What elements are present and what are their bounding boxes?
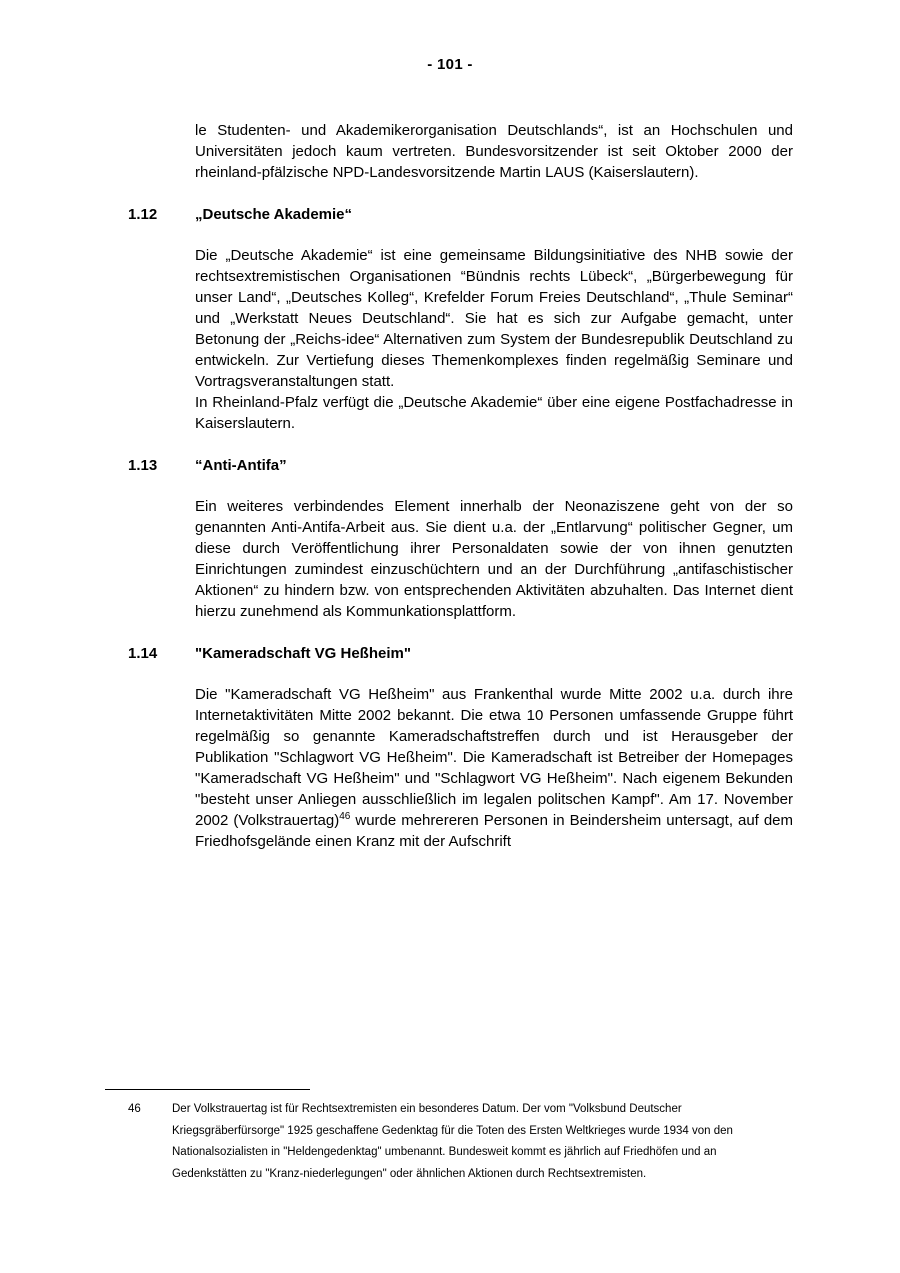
footnote-area (105, 1089, 793, 1185)
paragraph: Die "Kameradschaft VG Heßheim" aus Frankenthal wurde Mitte 2002 u.a. durch ihre Internetaktivitäten Mitte 2002 bekannt. Die etwa 10 Personen umfassende Gruppe führt regelmäßig so genannte Kameradschaftstreffen durch und ist Herausgeber der Publikation "Schlagwort VG Heßheim". Die Kameradschaft ist Betreiber der Homepages "Kameradschaft VG Heßheim" und "Schlagwort VG Heßheim". Nach eigenem Bekunden "besteht unser Anliegen ausschließlich im legalen politschen Kampf". Am 17. November 2002 (Volkstrauertag)$^{46}$ wurde mehrereren Personen in Beindersheim untersagt, auf dem Friedhofsgelände einen Kranz mit der Aufschrift (195, 686, 793, 850)
section-number: 1.13 (128, 457, 158, 474)
section-title: "Kameradschaft VG Heßheim" (195, 645, 411, 662)
section-heading (128, 455, 793, 476)
sections (128, 204, 793, 852)
section-heading (128, 643, 793, 664)
footnote-text: Der Volkstrauertag ist für Rechtsextremisten ein besonderes Datum. Der vom "Volksbund Deutscher Kriegsgräberfürsorge" 1925 geschaffene Gedenktag für die Toten des Ersten Weltkrieges wurde 1934 von den Nationalsozialisten in "Heldengedenktag" umbenannt. Bundesweit kommt es jährlich auf Friedhöfen und an Gedenkstätten zu "Kranz-niederlegungen" oder ähnlichen Aktionen durch Rechtsextremisten. (172, 1103, 733, 1180)
section-number: 1.12 (128, 206, 158, 223)
footnote-reference: 46 (339, 811, 351, 822)
paragraph: Ein weiteres verbindendes Element innerhalb der Neonaziszene geht von der so genannten Anti-Antifa-Arbeit aus. Sie dient u.a. der „Entlarvung“ politischer Gegner, um diese durch Veröffentlichung ihrer Personaldaten sowie der von ihnen genutzten Einrichtungen zumindest einzuschüchtern und an der Durchführung „antifaschistischer Aktionen“ zu hindern bzw. von entsprechenden Aktivitäten abzuhalten. Das Internet dient hierzu zunehmend als Kommunkationsplattform. (195, 498, 793, 620)
footnote-number: 46 (128, 1103, 141, 1115)
section-1.13 (128, 455, 793, 622)
section-heading (128, 204, 793, 225)
section-1.14 (128, 643, 793, 852)
section-number: 1.14 (128, 645, 158, 662)
paragraph: In Rheinland-Pfalz verfügt die „Deutsche Akademie“ über eine eigene Postfachadresse in Kaiserslautern. (195, 394, 793, 432)
paragraph: Die „Deutsche Akademie“ ist eine gemeinsame Bildungsinitiative des NHB sowie der rechtsextremistischen Organisationen “Bündnis rechts Lübeck“, „Bürgerbewegung für unser Land“, „Deutsches Kolleg“, Krefelder Forum Freies Deutschland“, „Thule Seminar“ und „Werkstatt Neues Deutschland“. Sie hat es sich zur Aufgabe gemacht, unter Betonung der „Reichs-idee“ Alternativen zum System der Bundesrepublik Deutschland zu entwickeln. Zur Vertiefung dieses Themenkomplexes finden regelmäßig Seminare und Vortragsveranstaltungen statt. (195, 247, 793, 390)
continuation-paragraph: le Studenten- und Akademikerorganisation Deutschlands“, ist an Hochschulen und Universitäten jedoch kaum vertreten. Bundesvorsitzender ist seit Oktober 2000 der rheinland-pfälzische NPD-Landesvorsitzende Martin LAUS (Kaiserslautern). (195, 122, 793, 181)
footnote-separator-rule (105, 1089, 310, 1090)
section-1.12 (128, 204, 793, 434)
page-number: - 101 - (427, 56, 473, 73)
section-title: “Anti-Antifa” (195, 457, 287, 474)
section-title: „Deutsche Akademie“ (195, 206, 353, 223)
footnote (105, 1099, 793, 1185)
page-content (128, 120, 793, 852)
